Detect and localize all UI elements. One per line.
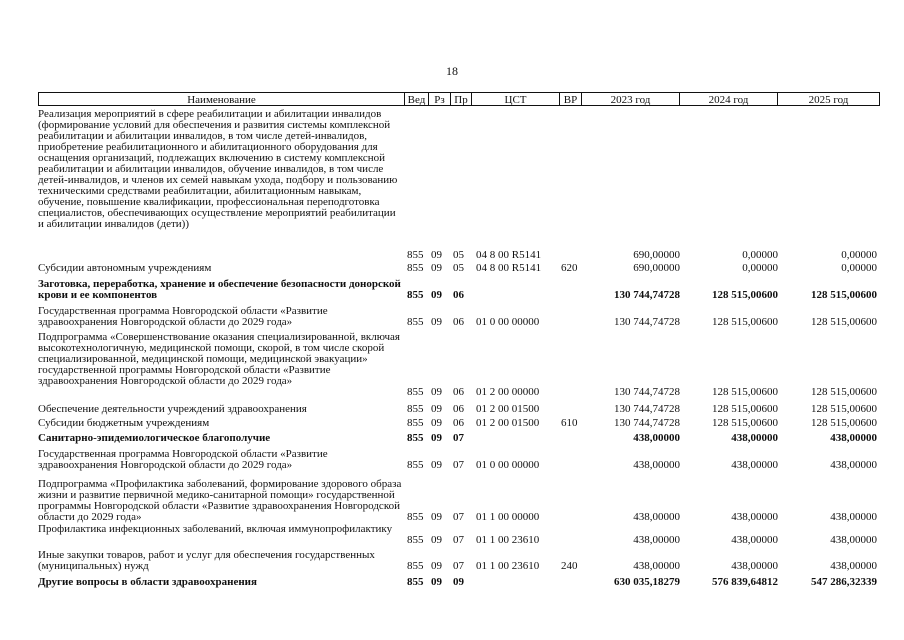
cell-cst: 01 1 00 23610 <box>476 534 540 546</box>
table-row <box>0 109 904 261</box>
cell-rz: 09 <box>431 289 442 301</box>
cell-y2025: 438,00000 <box>830 511 877 523</box>
cell-y2023: 130 744,74728 <box>614 403 680 415</box>
cell-y2024: 438,00000 <box>731 459 778 471</box>
row-name: Санитарно-эпидемиологическое благополучие <box>38 432 271 444</box>
cell-y2025: 0,00000 <box>841 262 877 274</box>
cell-y2023: 690,00000 <box>633 249 680 261</box>
table-row <box>0 449 904 471</box>
cell-cst: 01 2 00 01500 <box>476 403 540 415</box>
cell-rz: 09 <box>431 249 442 261</box>
cell-ved: 855 <box>407 403 424 415</box>
row-name: Другие вопросы в области здравоохранения <box>38 576 257 588</box>
cell-pr: 06 <box>453 316 464 328</box>
cell-y2024: 438,00000 <box>731 511 778 523</box>
cell-cst: 04 8 00 R5141 <box>476 249 542 261</box>
cell-ved: 855 <box>407 262 424 274</box>
cell-y2023: 130 744,74728 <box>614 417 680 429</box>
cell-y2025: 128 515,00600 <box>811 316 877 328</box>
header-cst: ЦСТ <box>471 92 560 106</box>
cell-ved: 855 <box>407 576 424 588</box>
cell-pr: 07 <box>453 511 464 523</box>
cell-cst: 04 8 00 R5141 <box>476 262 542 274</box>
cell-y2025: 0,00000 <box>841 249 877 261</box>
cell-vr: 240 <box>561 560 578 572</box>
cell-pr: 05 <box>453 249 464 261</box>
cell-y2023: 438,00000 <box>633 560 680 572</box>
cell-y2023: 438,00000 <box>633 534 680 546</box>
cell-y2023: 438,00000 <box>633 459 680 471</box>
cell-y2023: 438,00000 <box>633 432 680 444</box>
table-row <box>0 524 904 546</box>
cell-vr: 610 <box>561 417 578 429</box>
cell-y2024: 0,00000 <box>742 249 778 261</box>
header-pr: Пр <box>450 92 472 106</box>
cell-cst: 01 1 00 00000 <box>476 511 540 523</box>
cell-pr: 06 <box>453 417 464 429</box>
cell-rz: 09 <box>431 262 442 274</box>
cell-cst: 01 0 00 00000 <box>476 459 540 471</box>
cell-rz: 09 <box>431 403 442 415</box>
table-row <box>0 418 904 429</box>
cell-rz: 09 <box>431 417 442 429</box>
cell-ved: 855 <box>407 316 424 328</box>
cell-rz: 09 <box>431 459 442 471</box>
table-row <box>0 479 904 523</box>
row-name: Государственная программа Новгородской области «Развитие здравоохранения Новгородской области до 2029 года» <box>38 305 328 328</box>
cell-y2023: 690,00000 <box>633 262 680 274</box>
cell-pr: 09 <box>453 576 464 588</box>
cell-pr: 07 <box>453 560 464 572</box>
cell-ved: 855 <box>407 289 424 301</box>
cell-cst: 01 0 00 00000 <box>476 316 540 328</box>
cell-ved: 855 <box>407 511 424 523</box>
row-name: Подпрограмма «Профилактика заболеваний, формирование здорового образа жизни и развитие первичной медико-санитарной помощи» государственной программы Новгородской области «Развитие здравоохранения Новгородской области до 2029 года» <box>38 478 402 523</box>
cell-y2024: 128 515,00600 <box>712 417 778 429</box>
cell-y2023: 130 744,74728 <box>614 289 680 301</box>
cell-y2025: 438,00000 <box>830 459 877 471</box>
row-name: Субсидии автономным учреждениям <box>38 262 212 274</box>
cell-vr: 620 <box>561 262 578 274</box>
cell-ved: 855 <box>407 560 424 572</box>
cell-cst: 01 2 00 00000 <box>476 386 540 398</box>
cell-y2023: 630 035,18279 <box>614 576 680 588</box>
row-name: Подпрограмма «Совершенствование оказания специализированной, включая высокотехнологичную, медицинской помощи, скорой, в том числе скорой специализированной, медицинской помощи, медицинской эвакуации» государственной программы Новгородской области «Развитие здравоохранения Новгородской области до 2029 года» <box>38 331 400 387</box>
row-name: Государственная программа Новгородской области «Развитие здравоохранения Новгородской области до 2029 года» <box>38 448 328 471</box>
cell-y2024: 576 839,64812 <box>712 576 778 588</box>
table-row <box>0 433 904 444</box>
cell-ved: 855 <box>407 432 424 444</box>
cell-ved: 855 <box>407 459 424 471</box>
cell-cst: 01 1 00 23610 <box>476 560 540 572</box>
cell-ved: 855 <box>407 386 424 398</box>
table-row <box>0 279 904 301</box>
row-name: Субсидии бюджетным учреждениям <box>38 417 210 429</box>
cell-y2025: 438,00000 <box>830 534 877 546</box>
cell-y2024: 438,00000 <box>731 560 778 572</box>
header-2024: 2024 год <box>679 92 778 106</box>
cell-rz: 09 <box>431 316 442 328</box>
cell-y2024: 128 515,00600 <box>712 386 778 398</box>
header-rz: Рз <box>428 92 451 106</box>
row-name: Заготовка, переработка, хранение и обеспечение безопасности донорской крови и ее компонентов <box>38 278 401 301</box>
cell-rz: 09 <box>431 560 442 572</box>
cell-y2024: 128 515,00600 <box>712 316 778 328</box>
header-2023: 2023 год <box>581 92 680 106</box>
cell-rz: 09 <box>431 576 442 588</box>
cell-pr: 07 <box>453 432 464 444</box>
table-row <box>0 332 904 398</box>
cell-y2023: 130 744,74728 <box>614 386 680 398</box>
cell-pr: 06 <box>453 403 464 415</box>
cell-pr: 07 <box>453 534 464 546</box>
row-name: Иные закупки товаров, работ и услуг для обеспечения государственных (муниципальных) нужд <box>38 549 375 572</box>
cell-y2023: 130 744,74728 <box>614 316 680 328</box>
table-row <box>0 306 904 328</box>
cell-y2025: 128 515,00600 <box>811 289 877 301</box>
cell-y2024: 128 515,00600 <box>712 403 778 415</box>
header-2025: 2025 год <box>777 92 880 106</box>
cell-ved: 855 <box>407 249 424 261</box>
cell-ved: 855 <box>407 534 424 546</box>
cell-pr: 07 <box>453 459 464 471</box>
row-name: Обеспечение деятельности учреждений здравоохранения <box>38 403 307 415</box>
cell-pr: 05 <box>453 262 464 274</box>
cell-y2024: 128 515,00600 <box>712 289 778 301</box>
cell-pr: 06 <box>453 386 464 398</box>
cell-y2024: 0,00000 <box>742 262 778 274</box>
cell-y2025: 438,00000 <box>830 432 877 444</box>
cell-rz: 09 <box>431 534 442 546</box>
page-number: 18 <box>446 64 458 78</box>
cell-cst: 01 2 00 01500 <box>476 417 540 429</box>
header-ved: Вед <box>404 92 429 106</box>
cell-y2024: 438,00000 <box>731 432 778 444</box>
cell-rz: 09 <box>431 511 442 523</box>
cell-y2025: 438,00000 <box>830 560 877 572</box>
table-row <box>0 550 904 572</box>
cell-ved: 855 <box>407 417 424 429</box>
cell-rz: 09 <box>431 432 442 444</box>
table-row <box>0 263 904 274</box>
cell-y2025: 128 515,00600 <box>811 386 877 398</box>
cell-y2025: 128 515,00600 <box>811 403 877 415</box>
header-name: Наименование <box>38 92 405 106</box>
cell-pr: 06 <box>453 289 464 301</box>
cell-y2024: 438,00000 <box>731 534 778 546</box>
table-row <box>0 577 904 588</box>
row-name: Реализация мероприятий в сфере реабилитации и абилитации инвалидов (формирование условий для обеспечения и развития системы комплексной реабилитации и абилитации инвалидов, в том числе детей-инвалидов, приобретение реабилитационного и абилитационного оборудования для оснащения организаций, подлежащих включению в систему комплексной реабилитации и абилитации инвалидов, обучение инвалидов, в том числе детей-инвалидов, и членов их семей навыкам ухода, подбору и пользованию техническими средствами реабилитации, абилитационным навыкам, обучение, повышение квалификации, профессиональная переподготовка специалистов, обеспечивающих осуществление мероприятий реабилитации и абилитации инвалидов (дети)) <box>38 108 398 230</box>
cell-rz: 09 <box>431 386 442 398</box>
cell-y2025: 547 286,32339 <box>811 576 877 588</box>
table-row <box>0 404 904 415</box>
header-vr: ВР <box>559 92 582 106</box>
cell-y2025: 128 515,00600 <box>811 417 877 429</box>
cell-y2023: 438,00000 <box>633 511 680 523</box>
row-name: Профилактика инфекционных заболеваний, включая иммунопрофилактику <box>38 523 393 535</box>
